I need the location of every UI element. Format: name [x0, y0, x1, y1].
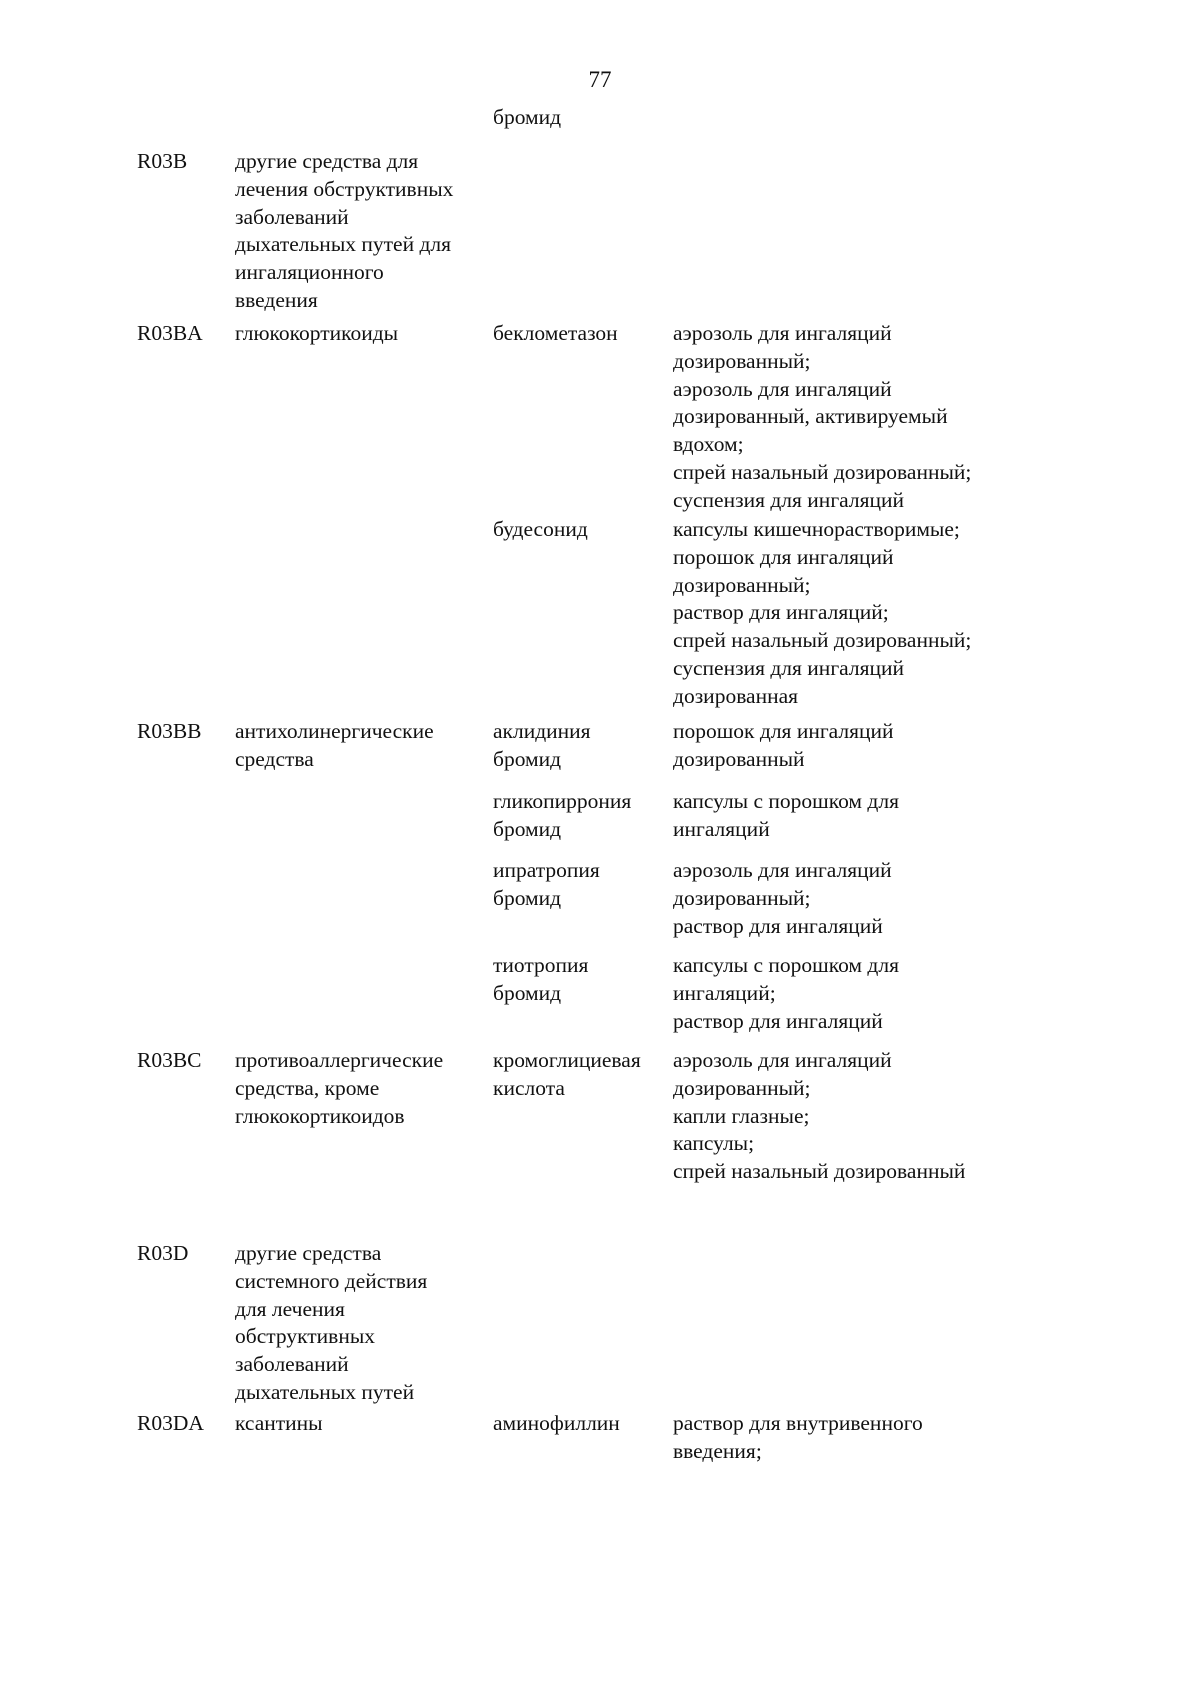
atc-code: R03D: [137, 1241, 189, 1265]
page-number: 77: [588, 67, 612, 92]
atc-group-name: другие средства системного действия для лечения обструктивных заболеваний дыхательных путей: [235, 1241, 428, 1404]
continued-drug-name: бромид: [493, 105, 562, 129]
dosage-forms: порошок для ингаляций дозированный: [673, 719, 894, 771]
drug-name: аклидиния бромид: [493, 719, 591, 771]
atc-group-name: противоаллергические средства, кроме глюкокортикоидов: [235, 1048, 444, 1128]
atc-code: R03BB: [137, 719, 202, 743]
atc-code: R03B: [137, 149, 188, 173]
dosage-forms: аэрозоль для ингаляций дозированный; капли глазные; капсулы; спрей назальный дозированный: [673, 1048, 966, 1184]
drug-name: будесонид: [493, 517, 588, 541]
atc-group-name: другие средства для лечения обструктивных заболеваний дыхательных путей для ингаляционного введения: [235, 149, 454, 312]
atc-group-name: антихолинергические средства: [235, 719, 434, 771]
atc-code: R03BC: [137, 1048, 202, 1072]
atc-group-name: ксантины: [235, 1411, 323, 1435]
dosage-forms: аэрозоль для ингаляций дозированный; аэрозоль для ингаляций дозированный, активируемый вдохом; спрей назальный дозированный; суспензия для ингаляций: [673, 321, 972, 512]
dosage-forms: капсулы кишечнорастворимые; порошок для ингаляций дозированный; раствор для ингаляций; спрей назальный дозированный; суспензия для ингаляций дозированная: [673, 517, 972, 708]
atc-code: R03BA: [137, 321, 203, 345]
drug-name: аминофиллин: [493, 1411, 620, 1435]
dosage-forms: раствор для внутривенного введения;: [673, 1411, 923, 1463]
drug-name: тиотропия бромид: [493, 953, 589, 1005]
dosage-forms: капсулы с порошком для ингаляций; раствор для ингаляций: [673, 953, 899, 1033]
atc-code: R03DA: [137, 1411, 204, 1435]
drug-name: беклометазон: [493, 321, 618, 345]
drug-name: гликопиррония бромид: [493, 789, 632, 841]
drug-name: ипратропия бромид: [493, 858, 600, 910]
dosage-forms: капсулы с порошком для ингаляций: [673, 789, 899, 841]
dosage-forms: аэрозоль для ингаляций дозированный; раствор для ингаляций: [673, 858, 892, 938]
drug-name: кромоглициевая кислота: [493, 1048, 641, 1100]
atc-group-name: глюкокортикоиды: [235, 321, 399, 345]
